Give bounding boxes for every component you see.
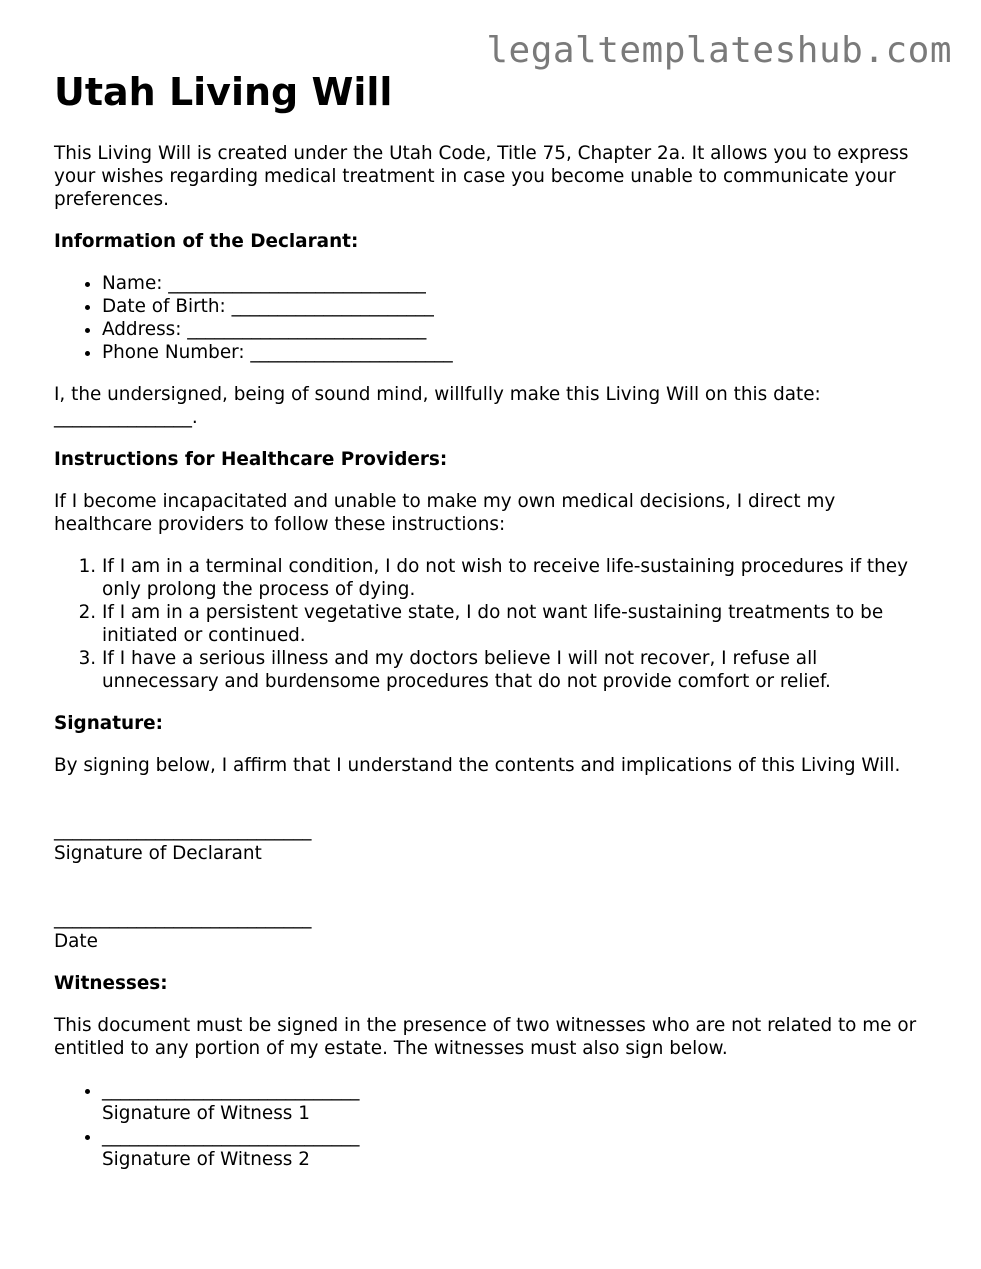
date-signature-block: [54, 907, 934, 953]
address-field: • Address: __________________________: [102, 318, 934, 341]
watermark: legaltemplateshub.com: [486, 30, 952, 71]
page-title: Utah Living Will: [54, 70, 393, 114]
name-field: • Name: ____________________________: [102, 272, 934, 295]
instruction-item: 1. If I am in a terminal condition, I do not wish to receive life-sustaining procedures if they only prolong the process of dying.: [102, 555, 934, 601]
witness-item: [102, 1079, 934, 1125]
declarant-heading: Information of the Declarant:: [54, 231, 359, 252]
witness-1-label: Signature of Witness 1: [102, 1103, 310, 1124]
intro-paragraph: This Living Will is created under the Utah Code, Title 75, Chapter 2a. It allows you to express your wishes regarding medical treatment in case you become unable to communicate your preferences.: [54, 143, 909, 210]
signature-line: ____________________________: [54, 820, 312, 841]
document-body: [54, 142, 934, 1190]
instructions-heading: Instructions for Healthcare Providers:: [54, 449, 448, 470]
witness-signature-line: • ____________________________: [102, 1080, 360, 1101]
date-label: Date: [54, 931, 98, 952]
date-line: ____________________________: [54, 908, 312, 929]
dob-field: • Date of Birth: ______________________: [102, 295, 934, 318]
signature-text: By signing below, I affirm that I understand the contents and implications of this Living Will.: [54, 755, 901, 776]
witness-item: [102, 1125, 934, 1171]
instructions-list: [54, 555, 934, 693]
declarant-signature-label: Signature of Declarant: [54, 843, 262, 864]
witnesses-text: This document must be signed in the presence of two witnesses who are not related to me or entitled to any portion of my estate. The witnesses must also sign below.: [54, 1015, 917, 1059]
instruction-item: 3. If I have a serious illness and my doctors believe I will not recover, I refuse all unnecessary and burdensome procedures that do not provide comfort or relief.: [102, 647, 934, 693]
spacer: [54, 884, 934, 907]
spacer: [54, 796, 934, 819]
instructions-intro: If I become incapacitated and unable to make my own medical decisions, I direct my healthcare providers to follow these instructions:: [54, 491, 836, 535]
witness-signature-line: • ____________________________: [102, 1126, 360, 1147]
witness-2-label: Signature of Witness 2: [102, 1149, 310, 1170]
declarant-signature-block: [54, 819, 934, 865]
declaration-statement: I, the undersigned, being of sound mind, willfully make this Living Will on this date: _______________.: [54, 384, 821, 428]
signature-heading: Signature:: [54, 713, 163, 734]
instruction-item: 2. If I am in a persistent vegetative state, I do not want life-sustaining treatments to be initiated or continued.: [102, 601, 934, 647]
witnesses-heading: Witnesses:: [54, 973, 168, 994]
phone-field: • Phone Number: ______________________: [102, 341, 934, 364]
declarant-fields: [54, 272, 934, 364]
witness-list: [54, 1079, 934, 1171]
